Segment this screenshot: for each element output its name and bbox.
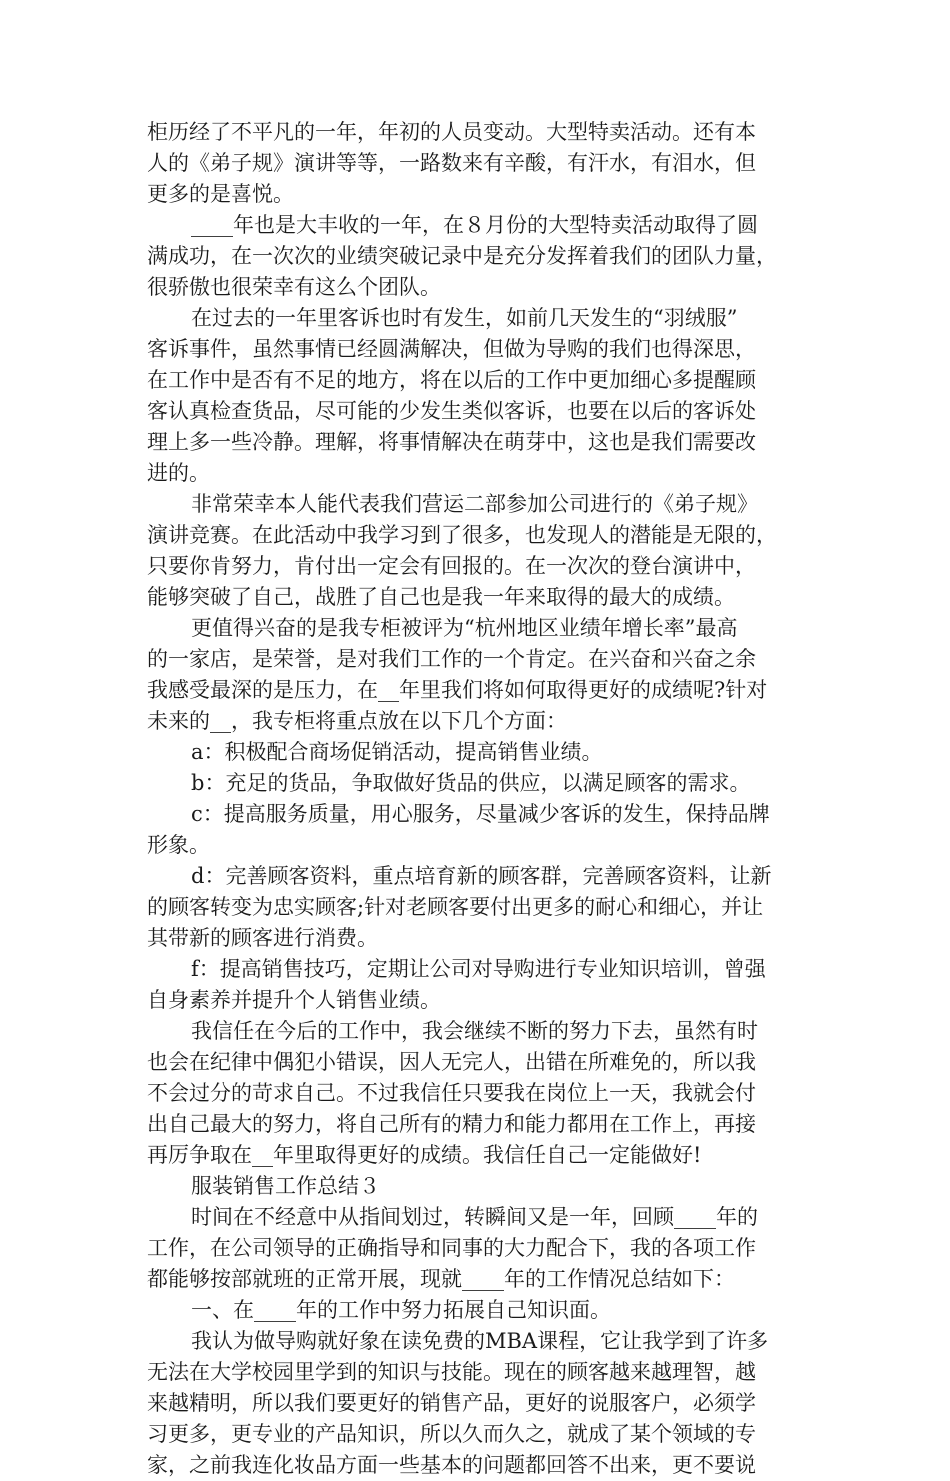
text-line: d：完善顾客资料，重点培育新的顾客群，完善顾客资料，让新: [191, 864, 772, 888]
text-line: 出自己最大的努力，将自己所有的精力和能力都用在工作上，再接: [147, 1112, 756, 1136]
text-line: 的一家店，是荣誉，是对我们工作的一个肯定。在兴奋和兴奋之余: [147, 647, 756, 671]
text-line: 在过去的一年里客诉也时有发生，如前几天发生的“羽绒服”: [191, 306, 738, 330]
text-line: 工作，在公司领导的正确指导和同事的大力配合下，我的各项工作: [147, 1236, 756, 1260]
text-line: 一、在____年的工作中努力拓展自己知识面。: [191, 1298, 611, 1322]
text-line: 自身素养并提升个人销售业绩。: [147, 988, 441, 1012]
text-line: 我感受最深的是压力，在__年里我们将如何取得更好的成绩呢?针对: [147, 678, 768, 702]
text-line: b：充足的货品，争取做好货品的供应，以满足顾客的需求。: [191, 771, 751, 795]
text-line: 我认为做导购就好象在读免费的MBA课程，它让我学到了许多: [191, 1329, 769, 1353]
document-body: [147, 117, 807, 1481]
text-line: f：提高销售技巧，定期让公司对导购进行专业知识培训，曾强: [191, 957, 766, 981]
text-line: c：提高服务质量，用心服务，尽量减少客诉的发生，保持品牌: [191, 802, 770, 826]
text-line: 非常荣幸本人能代表我们营运二部参加公司进行的《弟子规》: [191, 492, 758, 516]
text-line: 无法在大学校园里学到的知识与技能。现在的顾客越来越理智，越: [147, 1360, 756, 1384]
text-line: 客诉事件，虽然事情已经圆满解决，但做为导购的我们也得深思，: [147, 337, 756, 361]
text-line: 习更多，更专业的产品知识，所以久而久之，就成了某个领域的专: [147, 1422, 756, 1446]
text-line: 形象。: [147, 833, 210, 857]
text-line: 柜历经了不平凡的一年，年初的人员变动。大型特卖活动。还有本: [147, 120, 756, 144]
text-line: 时间在不经意中从指间划过，转瞬间又是一年，回顾____年的: [191, 1205, 758, 1229]
text-line: 进的。: [147, 461, 210, 485]
text-line: 其带新的顾客进行消费。: [147, 926, 378, 950]
text-line: 来越精明，所以我们要更好的销售产品，更好的说服客户，必须学: [147, 1391, 756, 1415]
text-line: ____年也是大丰收的一年，在８月份的大型特卖活动取得了圆: [191, 213, 758, 237]
text-line: a：积极配合商场促销活动，提高销售业绩。: [191, 740, 603, 764]
text-line: 只要你肯努力，肯付出一定会有回报的。在一次次的登台演讲中，: [147, 554, 756, 578]
text-line: 未来的__，我专柜将重点放在以下几个方面：: [147, 709, 567, 733]
text-line: 能够突破了自己，战胜了自己也是我一年来取得的最大的成绩。: [147, 585, 735, 609]
text-line: 不会过分的苛求自己。不过我信任只要我在岗位上一天，我就会付: [147, 1081, 756, 1105]
text-line: 的顾客转变为忠实顾客;针对老顾客要付出更多的耐心和细心，并让: [147, 895, 764, 919]
text-line: 客认真检查货品，尽可能的少发生类似客诉，也要在以后的客诉处: [147, 399, 756, 423]
text-line: 再厉争取在__年里取得更好的成绩。我信任自己一定能做好!: [147, 1143, 702, 1167]
text-line: 在工作中是否有不足的地方，将在以后的工作中更加细心多提醒顾: [147, 368, 756, 392]
text-line: 很骄傲也很荣幸有这么个团队。: [147, 275, 441, 299]
text-line: 都能够按部就班的正常开展，现就____年的工作情况总结如下：: [147, 1267, 735, 1291]
text-line: 我信任在今后的工作中，我会继续不断的努力下去，虽然有时: [191, 1019, 758, 1043]
text-line: 满成功，在一次次的业绩突破记录中是充分发挥着我们的团队力量，: [147, 244, 777, 268]
text-line: 更值得兴奋的是我专柜被评为“杭州地区业绩年增长率”最高: [191, 616, 738, 640]
text-line: 家，之前我连化妆品方面一些基本的问题都回答不出来，更不要说: [147, 1453, 756, 1477]
text-line: 理上多一些冷静。理解，将事情解决在萌芽中，这也是我们需要改: [147, 430, 756, 454]
text-line: 更多的是喜悦。: [147, 182, 294, 206]
text-line: 人的《弟子规》演讲等等，一路数来有辛酸，有汗水，有泪水，但: [147, 151, 756, 175]
text-line: 也会在纪律中偶犯小错误，因人无完人，出错在所难免的，所以我: [147, 1050, 756, 1074]
text-line: 演讲竞赛。在此活动中我学习到了很多，也发现人的潜能是无限的，: [147, 523, 777, 547]
text-line: 服装销售工作总结３: [191, 1174, 380, 1198]
